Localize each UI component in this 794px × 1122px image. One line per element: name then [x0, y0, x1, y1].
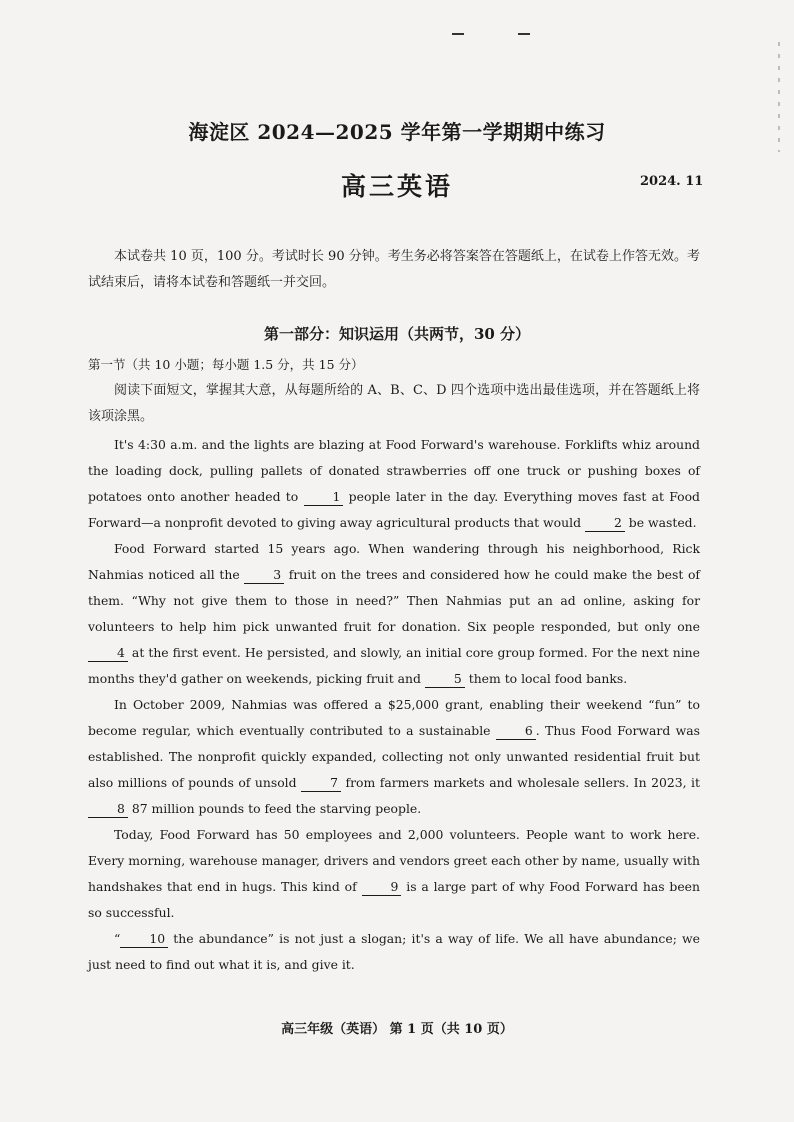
section-directions: 阅读下面短文，掌握其大意，从每题所给的 A、B、C、D 四个选项中选出最佳选项，并在答题纸上将该项涂黑。: [88, 383, 700, 424]
passage-paragraph-2: Food Forward started 15 years ago. When wandering through his neighborhood, Rick Nahmias noticed all the 3 fruit on the trees and considered how he could make the best of them. “Why not give them to those in need?” Then Nahmias put an ad online, asking for volunteers to help him pick unwanted fruit for donation. Six people responded, but only one 4 at the first event. He persisted, and slowly, an initial core group formed. For the next nine months they'd gather on weekends, picking fruit and 5 them to local food banks.: [88, 541, 700, 686]
scan-marks: [448, 33, 538, 39]
cloze-blank-5: 5: [425, 671, 465, 688]
cloze-blank-2: 2: [585, 515, 625, 532]
cloze-blank-1: 1: [304, 489, 344, 506]
cloze-blank-6: 6: [496, 723, 536, 740]
page-footer: 高三年级（英语） 第 1 页（共 10 页）: [281, 1022, 513, 1037]
cloze-blank-7: 7: [301, 775, 341, 792]
exam-date: 2024. 11: [640, 174, 704, 189]
cloze-blank-10: 10: [120, 931, 168, 948]
part-one-heading: 第一部分：知识运用（共两节，30 分）: [263, 325, 531, 343]
passage-paragraph-3: In October 2009, Nahmias was offered a $25,000 grant, enabling their weekend “fun” to become regular, which eventually contributed to a sustainable 6 . Thus Food Forward was established. The nonprofit quickly expanded, collecting not only unwanted residential fruit but also millions of pounds of unsold 7 from farmers markets and wholesale sellers. In 2023, it 8 87 million pounds to feed the starving people.: [88, 697, 701, 816]
passage-paragraph-5: “ 10 the abundance” is not just a slogan; it's a way of life. We all have abundance; we just need to find out what it is, and give it.: [88, 931, 700, 972]
subject-title: 高三英语: [340, 172, 453, 201]
cloze-blank-9: 9: [362, 879, 402, 896]
cloze-blank-3: 3: [244, 567, 284, 584]
section-one-heading: 第一节（共 10 小题；每小题 1.5 分，共 15 分）: [88, 357, 364, 372]
cloze-passage: [88, 432, 700, 978]
exam-instructions: 本试卷共 10 页，100 分。考试时长 90 分钟。考生务必将答案答在答题纸上，在试卷上作答无效。考试结束后，请将本试卷和答题纸一并交回。: [88, 249, 700, 290]
exam-title: 海淀区 2024—2025 学年第一学期期中练习: [188, 120, 606, 144]
cloze-blank-8: 8: [88, 801, 128, 818]
passage-paragraph-1: It's 4:30 a.m. and the lights are blazing at Food Forward's warehouse. Forklifts whiz around the loading dock, pulling pallets of donated strawberries off one truck or pushing boxes of potatoes onto another headed to 1 people later in the day. Everything moves fast at Food Forward—a nonprofit devoted to giving away agricultural products that would 2 be wasted.: [88, 437, 700, 530]
cloze-blank-4: 4: [88, 645, 128, 662]
passage-paragraph-4: Today, Food Forward has 50 employees and 2,000 volunteers. People want to work here. Every morning, warehouse manager, drivers and vendors greet each other by name, usually with handshakes that end in hugs. This kind of 9 is a large part of why Food Forward has been so successful.: [88, 827, 700, 920]
